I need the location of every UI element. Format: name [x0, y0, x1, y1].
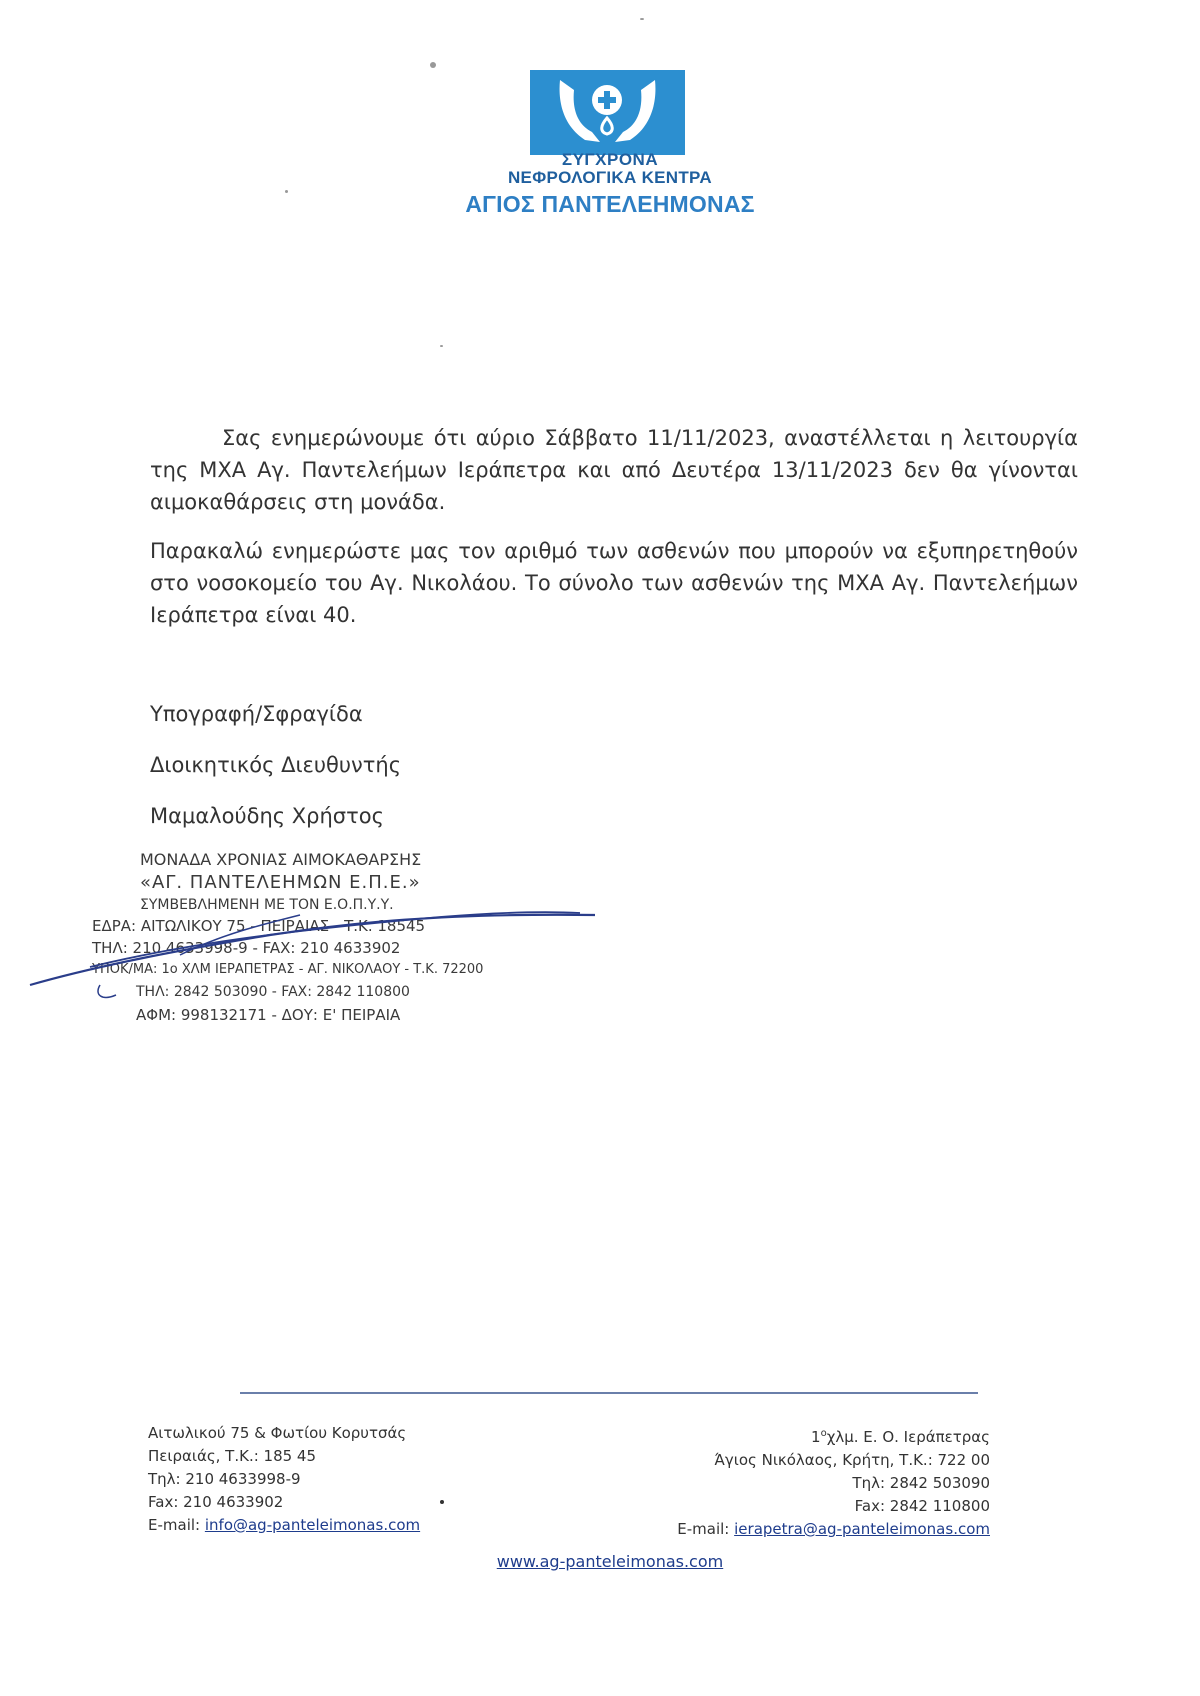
footer-email-link[interactable]: info@ag-panteleimonas.com	[204, 1516, 421, 1534]
logo-text-line1: ΣΥΓΧΡΟΝΑ	[561, 150, 659, 169]
signatory-name: Μαμαλούδης Χρήστος	[150, 804, 384, 828]
footer-address-pre: 1	[811, 1428, 821, 1446]
footer-right-contact	[677, 1422, 990, 1541]
logo-text-line3: ΑΓΙΟΣ ΠΑΝΤΕΛΕΗΜΟΝΑΣ	[465, 191, 755, 217]
footer-email-link[interactable]: ierapetra@ag-panteleimonas.com	[734, 1520, 990, 1538]
hands-cross-logo-icon	[530, 70, 685, 155]
stamp-line: ΤΗΛ: 210 4633998-9 - FAX: 210 4633902	[92, 939, 401, 957]
signature-label: Υπογραφή/Σφραγίδα	[150, 702, 363, 726]
footer-website	[0, 1552, 1200, 1571]
scan-speck	[440, 345, 443, 347]
footer-address-post: χλμ. Ε. Ο. Ιεράπετρας	[826, 1428, 990, 1446]
footer-fax: Fax: 210 4633902	[148, 1493, 284, 1511]
stamp-line: ΕΔΡΑ: ΑΙΤΩΛΙΚΟΥ 75 - ΠΕΙΡΑΙΑΣ - Τ.Κ. 18545	[92, 917, 426, 935]
stamp-line: ΑΦΜ: 998132171 - ΔΟΥ: Ε' ΠΕΙΡΑΙΑ	[136, 1006, 401, 1024]
company-logo	[530, 70, 685, 155]
scan-speck	[640, 18, 644, 20]
logo-text-line2: ΝΕΦΡΟΛΟΓΙΚΑ ΚΕΝΤΡΑ	[507, 168, 713, 187]
website-link[interactable]: www.ag-panteleimonas.com	[496, 1552, 724, 1571]
footer-email-label: E-mail:	[148, 1516, 205, 1534]
stamp-line: ΜΟΝΑΔΑ ΧΡΟΝΙΑΣ ΑΙΜΟΚΑΘΑΡΣΗΣ	[140, 850, 422, 869]
body-paragraph-1: Σας ενημερώνουμε ότι αύριο Σάββατο 11/11/2023, αναστέλλεται η λειτουργία της ΜΧΑ Αγ. Παντελεήμων Ιεράπετρα και από Δευτέρα 13/11/2023 δεν θα γίνονται αιμοκαθάρσεις στη μονάδα.	[150, 426, 1078, 514]
stamp-line: ΤΗΛ: 2842 503090 - FAX: 2842 110800	[136, 984, 410, 1000]
footer-phone: Τηλ: 2842 503090	[852, 1474, 990, 1492]
footer-left-contact	[148, 1422, 420, 1537]
scan-speck	[285, 190, 288, 193]
body-paragraph-2: Παρακαλώ ενημερώστε μας τον αριθμό των ασθενών που μπορούν να εξυπηρετηθούν στο νοσοκομείο του Αγ. Νικολάου. Το σύνολο των ασθενών της ΜΧΑ Αγ. Παντελεήμων Ιεράπετρα είναι 40.	[150, 539, 1078, 627]
footer-email-label: E-mail:	[677, 1520, 735, 1538]
footer-divider	[240, 1392, 978, 1394]
footer-address-sup: ο	[820, 1428, 827, 1439]
stamp-line: ΣΥΜΒΕΒΛΗΜΕΝΗ ΜΕ ΤΟΝ Ε.Ο.Π.Υ.Υ.	[140, 897, 394, 913]
stamp-line: ΥΠΟΚ/ΜΑ: 1ο ΧΛΜ ΙΕΡΑΠΕΤΡΑΣ - ΑΓ. ΝΙΚΟΛΑΟΥ - Τ.Κ. 72200	[92, 962, 484, 977]
handwritten-signature	[20, 895, 600, 1005]
footer-address-line: Πειραιάς, Τ.Κ.: 185 45	[148, 1447, 317, 1465]
footer-fax: Fax: 2842 110800	[854, 1497, 990, 1515]
signatory-title: Διοικητικός Διευθυντής	[150, 753, 402, 777]
scan-speck	[440, 1500, 444, 1504]
footer-address-line: Άγιος Νικόλαος, Κρήτη, Τ.Κ.: 722 00	[714, 1451, 990, 1469]
stamp-line: «ΑΓ. ΠΑΝΤΕΛΕΗΜΩΝ Ε.Π.Ε.»	[140, 872, 421, 893]
scan-speck	[430, 62, 436, 68]
footer-phone: Τηλ: 210 4633998-9	[148, 1470, 301, 1488]
footer-address-line: Αιτωλικού 75 & Φωτίου Κορυτσάς	[148, 1424, 407, 1442]
